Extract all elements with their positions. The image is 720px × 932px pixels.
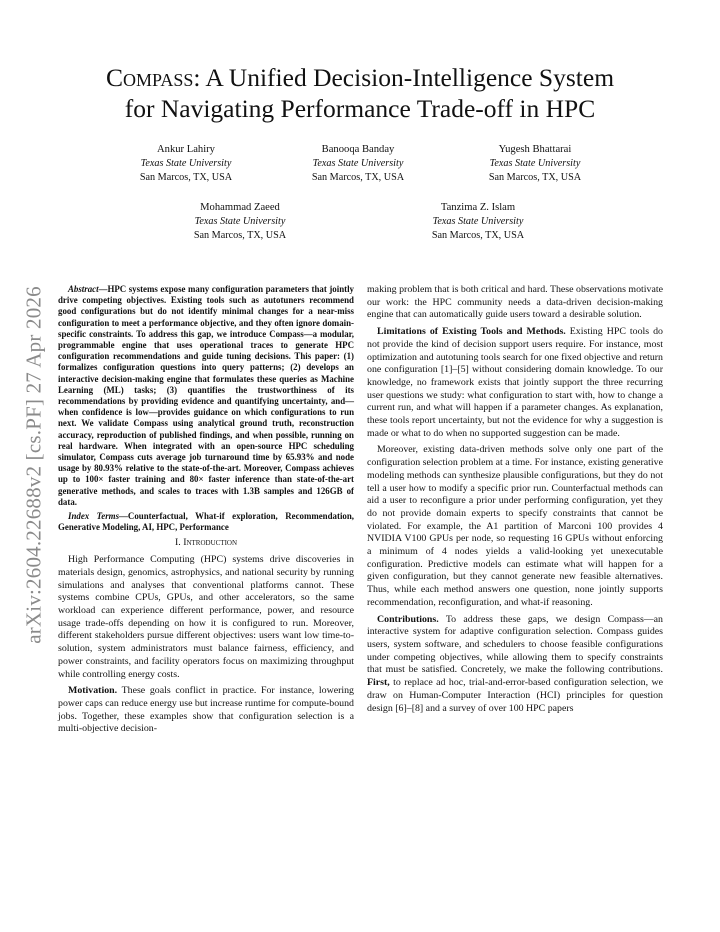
limitations-lead: Limitations of Existing Tools and Methods. — [377, 326, 566, 338]
abstract-label: Abstract— — [68, 284, 108, 294]
author-affiliation: Texas State University — [140, 158, 232, 169]
author-name: Ankur Lahiry — [157, 144, 215, 155]
abstract-text: HPC systems expose many configuration parameters that jointly drive competing objectives. Existing tools such as autotuners recommend good configurations but do not identify minimal changes for a near-miss configuration to meet a performance objective, and they often ignore domain-specific constraints. To address this gap, we introduce Compass—a modular, programmable engine that uses operational traces to generate HPC configuration recommendations and guide tuning decisions. This paper: (1) formalizes configuration questions into query patterns; (2) develops an interactive decision-making engine that formulates these queries as Machine Learning (ML) tasks; (3) quantifies the trustworthiness of its recommendations by providing evidence and quantifying uncertainty, and—when confidence is low—provides guidance on which configurations to run next. We validate Compass using analytical ground truth, reconstruction accuracy, reproduction of published findings, and when possible, running on real hardware. When integrated with an open-source HPC scheduling simulator, Compass cuts average job turnaround time by 65.93% and node usage by 80.93% relative to the state-of-the-art. Moreover, Compass achieves up to 100× faster training and 80× faster inference than state-of-the-art generative methods, and scales to traces with 1.3B samples and 126GB of data. — [58, 284, 354, 507]
contributions-text: To address these gaps, we design Compass—an interactive system for adaptive configuration selection. Compass guides users, system software, and schedulers to choose feasible configurations under competing objectives, while allowing them to specify constraints that must be satisfied. Concretely, we make the following contributions. — [367, 613, 663, 676]
author-location: San Marcos, TX, USA — [139, 172, 233, 183]
author-affiliation: Texas State University — [312, 158, 404, 169]
author-block — [258, 143, 458, 185]
limitations-paragraph — [367, 326, 663, 440]
title-line1: : A Unified Decision-Intelligence System — [193, 63, 615, 92]
author-name: Yugesh Bhattarai — [498, 144, 572, 155]
right-column — [367, 284, 663, 719]
intro-paragraph: High Performance Computing (HPC) systems drive discoveries in materials design, genomics, astrophysics, and national security by running simulations and analyses that conventional platforms cannot. These systems combine CPUs, GPUs, and other accelerators, so the same workload can experience different performance, power, and resource usage trade-offs depending on how it is configured to run. Moreover, different stakeholders pursue different objectives: users want low time-to-solution, system administrators must balance fairness, efficiency, and power constraints, and facility operators focus on maximizing throughput while controlling energy costs. — [58, 554, 354, 680]
section-number: I. — [174, 537, 181, 549]
author-block — [378, 201, 578, 243]
author-name: Mohammad Zaeed — [200, 202, 280, 213]
author-location: San Marcos, TX, USA — [488, 172, 582, 183]
section-heading — [58, 537, 354, 550]
author-block — [435, 143, 635, 185]
arxiv-sidebar — [20, 250, 48, 680]
first-contribution-lead: First, — [367, 677, 390, 689]
left-column — [58, 284, 354, 740]
author-location: San Marcos, TX, USA — [311, 172, 405, 183]
author-name: Tanzima Z. Islam — [440, 202, 516, 213]
paper-title — [0, 62, 720, 124]
author-block — [86, 143, 286, 185]
system-name: Compass — [105, 63, 194, 92]
continued-paragraph: making problem that is both critical and hard. These observations motivate our work: the HPC community needs a data-driven decision-making engine that can automatically guide users toward a desirable solution. — [367, 284, 663, 321]
contributions-lead: Contributions. — [377, 613, 439, 625]
section-title: Introduction — [183, 537, 238, 549]
index-terms-text: —Counterfactual, What-if exploration, Recommendation, Generative Modeling, AI, HPC, Performance — [58, 511, 354, 533]
author-location: San Marcos, TX, USA — [431, 230, 525, 241]
motivation-text: These goals conflict in practice. For instance, lowering power caps can reduce energy use but increase runtime for compute-bound jobs. Together, these examples show that configuration selection is a multi-objective decision- — [58, 685, 354, 735]
methods-paragraph: Moreover, existing data-driven methods solve only one part of the configuration selection problem at a time. For instance, existing generative modeling methods can synthesize plausible configurations, but they do not tell a user how to modify a specific prior run. Counterfactual methods can aid a user to reconfigure a prior under performing configuration, yet they do not provide domain experts to specify constraints that cannot be violated. For example, the A1 partition of Marconi 100 provides 4 NVIDIA V100 GPUs per node, so requesting 16 GPUs without enforcing a minimum of 4 nodes yields a valid-looking yet unexecutable configuration. Predictive models can estimate what will happen for a given configuration, but they cannot generate new feasible alternatives. Thus, while each method answers one question, none jointly supports recommendation, reconfiguration, and what-if reasoning. — [367, 444, 663, 608]
author-block — [140, 201, 340, 243]
abstract — [58, 284, 354, 533]
index-terms-label: Index Terms — [68, 511, 120, 522]
title-line2: for Navigating Performance Trade-off in HPC — [124, 94, 596, 123]
limitations-text: Existing HPC tools do not provide the kind of decision support users require. For instance, most optimization and autotuning tools search for one fixed objective and return one configuration [1]–[5] without considering domain knowledge. To our knowledge, no framework exists that jointly support the three recurring user questions we study: what configuration to start with, how to change a current run, and what will happen if a parameter changes. As explanation, these tools report uncertainty, but not the evidence for why a suggestion is made or what to do when no supported suggestion can be made. — [367, 326, 663, 439]
motivation-paragraph — [58, 685, 354, 736]
author-affiliation: Texas State University — [489, 158, 581, 169]
author-affiliation: Texas State University — [432, 216, 524, 227]
author-name: Banooqa Banday — [321, 144, 395, 155]
contributions-paragraph — [367, 614, 663, 716]
author-affiliation: Texas State University — [194, 216, 286, 227]
motivation-lead: Motivation. — [68, 685, 118, 697]
arxiv-identifier: arXiv:2604.22688v2 [cs.PF] 27 Apr 2026 — [21, 286, 46, 644]
author-location: San Marcos, TX, USA — [193, 230, 287, 241]
contributions-text-cont: to replace ad hoc, trial-and-error-based configuration selection, we draw on Human-Computer Interaction (HCI) principles for question design [6]–[8] and a survey of over 100 HPC papers — [367, 677, 663, 714]
